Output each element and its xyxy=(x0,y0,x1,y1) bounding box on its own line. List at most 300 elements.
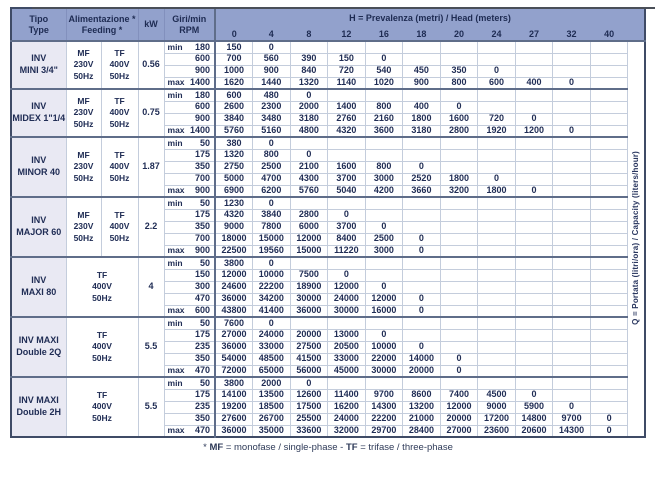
head-value-header: 18 xyxy=(403,28,441,41)
empty-cell xyxy=(478,269,516,281)
rpm-value: 470 xyxy=(194,365,211,376)
capacity-value-cell: 2100 xyxy=(290,161,328,173)
header-type-label: Type xyxy=(28,24,49,35)
table-body xyxy=(11,41,645,437)
table-row xyxy=(11,197,645,209)
capacity-value-cell: 4300 xyxy=(290,173,328,185)
feeding-tf-cell xyxy=(101,89,138,137)
empty-cell xyxy=(478,377,516,389)
capacity-value-cell: 3000 xyxy=(365,245,403,257)
empty-cell xyxy=(590,41,628,53)
rpm-minmax-label: max xyxy=(167,185,185,196)
empty-cell xyxy=(365,317,403,329)
capacity-value-cell: 0 xyxy=(365,53,403,65)
empty-cell xyxy=(403,269,441,281)
header-rpm-label: RPM xyxy=(179,24,200,35)
capacity-axis-text xyxy=(632,151,640,325)
empty-cell xyxy=(478,53,516,65)
capacity-value-cell: 2800 xyxy=(290,209,328,221)
empty-cell xyxy=(553,185,591,197)
capacity-value-cell: 2760 xyxy=(328,113,366,125)
rpm-minmax-label: min xyxy=(167,317,183,328)
capacity-value-cell: 0 xyxy=(365,329,403,341)
head-value-header: 12 xyxy=(328,28,366,41)
capacity-value-cell: 14300 xyxy=(365,401,403,413)
capacity-value-cell: 0 xyxy=(403,305,441,317)
capacity-value-cell: 0 xyxy=(290,377,328,389)
capacity-value-cell: 22500 xyxy=(215,245,253,257)
table-row xyxy=(11,377,645,389)
footnote-star: * xyxy=(203,442,207,453)
capacity-value-cell: 800 xyxy=(253,149,291,161)
capacity-value-cell: 43800 xyxy=(215,305,253,317)
capacity-value-cell: 150 xyxy=(215,41,253,53)
empty-cell xyxy=(590,149,628,161)
capacity-value-cell: 1800 xyxy=(478,185,516,197)
feeding-line: 50Hz xyxy=(92,292,112,303)
feeding-tf-cell xyxy=(101,41,138,89)
capacity-value-cell: 800 xyxy=(365,161,403,173)
capacity-value-cell: 800 xyxy=(365,101,403,113)
capacity-value-cell: 800 xyxy=(440,77,478,89)
capacity-value-cell: 0 xyxy=(328,209,366,221)
feeding-line: MF xyxy=(77,48,90,59)
capacity-value-cell: 2000 xyxy=(290,101,328,113)
rpm-value: 470 xyxy=(194,425,211,436)
capacity-value-cell: 3660 xyxy=(403,185,441,197)
capacity-value-cell: 24600 xyxy=(215,281,253,293)
capacity-value-cell: 24000 xyxy=(328,293,366,305)
feeding-tf-cell xyxy=(66,377,138,437)
empty-cell xyxy=(328,149,366,161)
pump-name-line: INV xyxy=(31,275,47,286)
capacity-value-cell: 36000 xyxy=(215,341,253,353)
empty-cell xyxy=(590,293,628,305)
empty-cell xyxy=(590,125,628,137)
rpm-cell xyxy=(164,41,215,53)
capacity-value-cell: 28400 xyxy=(403,425,441,437)
empty-cell xyxy=(590,221,628,233)
capacity-value-cell: 12000 xyxy=(440,401,478,413)
capacity-value-cell: 29700 xyxy=(365,425,403,437)
rpm-cell xyxy=(164,161,215,173)
empty-cell xyxy=(553,353,591,365)
capacity-value-cell: 27000 xyxy=(440,425,478,437)
pump-name-cell xyxy=(11,137,66,197)
header-alimentazione-label: Alimentazione * xyxy=(68,13,136,24)
empty-cell xyxy=(590,137,628,149)
feeding-line: 230V xyxy=(73,161,94,172)
empty-cell xyxy=(365,257,403,269)
empty-cell xyxy=(515,161,553,173)
pump-name-cell xyxy=(11,377,66,437)
empty-cell xyxy=(478,245,516,257)
empty-cell xyxy=(515,149,553,161)
rpm-minmax-label: max xyxy=(167,365,185,376)
empty-cell xyxy=(403,317,441,329)
kw-cell: 1.87 xyxy=(138,137,164,197)
capacity-value-cell: 0 xyxy=(515,185,553,197)
rpm-cell xyxy=(164,365,215,377)
capacity-value-cell: 18900 xyxy=(290,281,328,293)
capacity-value-cell: 3200 xyxy=(440,185,478,197)
rpm-cell xyxy=(164,233,215,245)
empty-cell xyxy=(328,257,366,269)
rpm-cell xyxy=(164,413,215,425)
capacity-value-cell: 12600 xyxy=(290,389,328,401)
pump-name-line: Double 2Q xyxy=(16,347,62,357)
rpm-value: 50 xyxy=(200,377,211,388)
capacity-value-cell: 0 xyxy=(440,365,478,377)
empty-cell xyxy=(553,341,591,353)
capacity-value-cell: 23600 xyxy=(478,425,516,437)
rpm-value: 235 xyxy=(194,401,211,412)
empty-cell xyxy=(440,41,478,53)
empty-cell xyxy=(403,89,441,101)
capacity-value-cell: 9000 xyxy=(478,401,516,413)
empty-cell xyxy=(515,53,553,65)
col-header-head xyxy=(215,8,645,28)
rpm-cell xyxy=(164,317,215,329)
empty-cell xyxy=(515,329,553,341)
capacity-value-cell: 0 xyxy=(253,197,291,209)
capacity-value-cell: 10000 xyxy=(365,341,403,353)
empty-cell xyxy=(590,329,628,341)
feeding-line: 50Hz xyxy=(92,352,112,363)
capacity-value-cell: 3180 xyxy=(403,125,441,137)
empty-cell xyxy=(515,281,553,293)
rpm-value: 180 xyxy=(194,89,211,100)
capacity-value-cell: 20000 xyxy=(403,365,441,377)
capacity-value-cell: 6200 xyxy=(253,185,291,197)
empty-cell xyxy=(515,137,553,149)
rpm-cell xyxy=(164,329,215,341)
empty-cell xyxy=(590,401,628,413)
rpm-cell xyxy=(164,257,215,269)
capacity-value-cell: 18500 xyxy=(253,401,291,413)
feeding-line: TF xyxy=(96,270,108,281)
capacity-value-cell: 18000 xyxy=(215,233,253,245)
head-value-header: 8 xyxy=(290,28,328,41)
empty-cell xyxy=(515,365,553,377)
rpm-value: 470 xyxy=(194,293,211,304)
rpm-value: 175 xyxy=(194,329,211,340)
empty-cell xyxy=(290,317,328,329)
capacity-value-cell: 22200 xyxy=(253,281,291,293)
empty-cell xyxy=(553,293,591,305)
feeding-line: TF xyxy=(114,48,125,59)
capacity-value-cell: 20600 xyxy=(515,425,553,437)
capacity-value-cell: 9000 xyxy=(215,221,253,233)
capacity-value-cell: 1230 xyxy=(215,197,253,209)
feeding-line: TF xyxy=(96,390,108,401)
kw-cell: 5.5 xyxy=(138,377,164,437)
head-value-header: 24 xyxy=(478,28,516,41)
empty-cell xyxy=(590,365,628,377)
feeding-line: TF xyxy=(114,210,125,221)
capacity-value-cell: 4800 xyxy=(290,125,328,137)
capacity-value-cell: 0 xyxy=(553,401,591,413)
empty-cell xyxy=(403,281,441,293)
rpm-cell xyxy=(164,389,215,401)
head-value-header: 4 xyxy=(253,28,291,41)
capacity-value-cell: 4320 xyxy=(328,125,366,137)
header-feeding-label: Feeding * xyxy=(81,24,123,35)
empty-cell xyxy=(590,173,628,185)
empty-cell xyxy=(440,257,478,269)
kw-cell: 2.2 xyxy=(138,197,164,257)
header-row-main xyxy=(11,8,645,28)
capacity-value-cell: 1140 xyxy=(328,77,366,89)
empty-cell xyxy=(478,305,516,317)
capacity-value-cell: 0 xyxy=(590,413,628,425)
empty-cell xyxy=(515,305,553,317)
head-title-rest: = Prevalenza (metri) / Head (meters) xyxy=(355,13,511,24)
rpm-value: 350 xyxy=(194,161,211,172)
capacity-value-cell: 7800 xyxy=(253,221,291,233)
footnote-tf-text: = trifase / three-phase xyxy=(360,442,453,453)
empty-cell xyxy=(515,341,553,353)
capacity-value-cell: 840 xyxy=(290,65,328,77)
capacity-value-cell: 17200 xyxy=(478,413,516,425)
empty-cell xyxy=(553,101,591,113)
empty-cell xyxy=(478,353,516,365)
capacity-value-cell: 0 xyxy=(515,113,553,125)
capacity-value-cell: 1200 xyxy=(515,125,553,137)
capacity-value-cell: 3480 xyxy=(253,113,291,125)
empty-cell xyxy=(440,149,478,161)
pump-name-line: INV xyxy=(31,155,47,166)
capacity-value-cell: 0 xyxy=(515,389,553,401)
rpm-value: 50 xyxy=(200,257,211,268)
empty-cell xyxy=(553,281,591,293)
capacity-value-cell: 48500 xyxy=(253,353,291,365)
pump-name-cell xyxy=(11,41,66,89)
capacity-axis-label xyxy=(628,41,645,437)
rpm-cell xyxy=(164,125,215,137)
feeding-line: 50Hz xyxy=(73,70,94,81)
empty-cell xyxy=(590,353,628,365)
rpm-value: 150 xyxy=(194,269,211,280)
capacity-value-cell: 2520 xyxy=(403,173,441,185)
feeding-line: 400V xyxy=(109,221,130,232)
rpm-cell xyxy=(164,245,215,257)
empty-cell xyxy=(440,137,478,149)
empty-cell xyxy=(515,197,553,209)
header-giri-label: Giri/min xyxy=(172,13,207,24)
table-row xyxy=(11,41,645,53)
capacity-value-cell: 400 xyxy=(515,77,553,89)
empty-cell xyxy=(440,329,478,341)
empty-cell xyxy=(590,113,628,125)
rpm-cell xyxy=(164,221,215,233)
empty-cell xyxy=(365,137,403,149)
capacity-value-cell: 480 xyxy=(253,89,291,101)
pump-name-line: MAXI 80 xyxy=(21,287,57,297)
capacity-value-cell: 8600 xyxy=(403,389,441,401)
rpm-cell xyxy=(164,425,215,437)
capacity-value-cell: 3800 xyxy=(215,257,253,269)
capacity-value-cell: 16200 xyxy=(328,401,366,413)
pump-name-cell xyxy=(11,197,66,257)
capacity-value-cell: 0 xyxy=(403,245,441,257)
empty-cell xyxy=(478,197,516,209)
empty-cell xyxy=(365,149,403,161)
feeding-line: 400V xyxy=(109,59,130,70)
capacity-value-cell: 24000 xyxy=(328,413,366,425)
capacity-value-cell: 20500 xyxy=(328,341,366,353)
empty-cell xyxy=(478,257,516,269)
capacity-value-cell: 20000 xyxy=(440,413,478,425)
capacity-value-cell: 0 xyxy=(328,269,366,281)
capacity-value-cell: 4320 xyxy=(215,209,253,221)
empty-cell xyxy=(590,197,628,209)
capacity-value-cell: 1320 xyxy=(215,149,253,161)
rpm-minmax-label: min xyxy=(167,257,183,268)
empty-cell xyxy=(590,209,628,221)
empty-cell xyxy=(440,53,478,65)
rpm-value: 600 xyxy=(194,53,211,64)
empty-cell xyxy=(590,185,628,197)
capacity-value-cell: 0 xyxy=(478,173,516,185)
empty-cell xyxy=(590,389,628,401)
feeding-line: 230V xyxy=(73,59,94,70)
empty-cell xyxy=(365,89,403,101)
empty-cell xyxy=(478,365,516,377)
empty-cell xyxy=(553,221,591,233)
empty-cell xyxy=(590,281,628,293)
capacity-value-cell: 9700 xyxy=(553,413,591,425)
capacity-value-cell: 0 xyxy=(440,101,478,113)
rpm-minmax-label: max xyxy=(167,125,185,136)
capacity-axis-rest: = Portata (litri/ora) / Capacity (liters/hour) xyxy=(630,150,640,319)
empty-cell xyxy=(478,317,516,329)
empty-cell xyxy=(440,281,478,293)
empty-cell xyxy=(440,377,478,389)
capacity-value-cell: 36000 xyxy=(215,425,253,437)
empty-cell xyxy=(440,197,478,209)
rpm-cell xyxy=(164,65,215,77)
rpm-minmax-label: max xyxy=(167,425,185,436)
capacity-value-cell: 4700 xyxy=(253,173,291,185)
empty-cell xyxy=(553,209,591,221)
empty-cell xyxy=(365,41,403,53)
capacity-value-cell: 380 xyxy=(215,137,253,149)
kw-cell: 0.56 xyxy=(138,41,164,89)
capacity-value-cell: 2160 xyxy=(365,113,403,125)
rpm-value: 700 xyxy=(194,233,211,244)
capacity-value-cell: 0 xyxy=(290,149,328,161)
empty-cell xyxy=(590,89,628,101)
feeding-line: 50Hz xyxy=(109,232,130,243)
empty-cell xyxy=(478,41,516,53)
table-row xyxy=(11,89,645,101)
empty-cell xyxy=(553,53,591,65)
table-header xyxy=(11,8,645,41)
empty-cell xyxy=(553,149,591,161)
empty-cell xyxy=(515,209,553,221)
capacity-value-cell: 350 xyxy=(440,65,478,77)
capacity-value-cell: 720 xyxy=(328,65,366,77)
rpm-cell xyxy=(164,149,215,161)
capacity-value-cell: 1320 xyxy=(290,77,328,89)
empty-cell xyxy=(590,53,628,65)
capacity-value-cell: 15000 xyxy=(290,245,328,257)
capacity-value-cell: 5760 xyxy=(215,125,253,137)
empty-cell xyxy=(440,269,478,281)
header-kw-label: kW xyxy=(144,19,158,30)
capacity-value-cell: 14300 xyxy=(553,425,591,437)
pump-name-line: MINI 3/4" xyxy=(19,65,58,75)
empty-cell xyxy=(440,233,478,245)
capacity-value-cell: 1800 xyxy=(440,173,478,185)
rpm-value: 175 xyxy=(194,389,211,400)
capacity-value-cell: 1920 xyxy=(478,125,516,137)
capacity-value-cell: 0 xyxy=(553,77,591,89)
rpm-value: 900 xyxy=(194,185,211,196)
capacity-value-cell: 5040 xyxy=(328,185,366,197)
capacity-value-cell: 0 xyxy=(365,221,403,233)
capacity-value-cell: 3600 xyxy=(365,125,403,137)
kw-cell: 4 xyxy=(138,257,164,317)
empty-cell xyxy=(553,65,591,77)
pump-name-line: INV xyxy=(31,101,47,112)
feeding-line: MF xyxy=(77,210,90,221)
capacity-value-cell: 3700 xyxy=(328,173,366,185)
empty-cell xyxy=(590,257,628,269)
feeding-line: 230V xyxy=(73,107,94,118)
empty-cell xyxy=(478,101,516,113)
capacity-value-cell: 2750 xyxy=(215,161,253,173)
capacity-value-cell: 25500 xyxy=(290,413,328,425)
pump-name-line: MAJOR 60 xyxy=(16,227,62,237)
empty-cell xyxy=(553,245,591,257)
capacity-value-cell: 450 xyxy=(403,65,441,77)
capacity-value-cell: 6000 xyxy=(290,221,328,233)
pump-name-line: INV xyxy=(31,215,47,226)
empty-cell xyxy=(478,281,516,293)
empty-cell xyxy=(553,377,591,389)
empty-cell xyxy=(440,293,478,305)
empty-cell xyxy=(440,341,478,353)
capacity-value-cell: 11400 xyxy=(328,389,366,401)
capacity-value-cell: 0 xyxy=(403,293,441,305)
capacity-value-cell: 400 xyxy=(403,101,441,113)
pump-name-cell xyxy=(11,317,66,377)
capacity-value-cell: 3180 xyxy=(290,113,328,125)
empty-cell xyxy=(590,317,628,329)
capacity-value-cell: 0 xyxy=(440,353,478,365)
capacity-value-cell: 9700 xyxy=(365,389,403,401)
empty-cell xyxy=(515,269,553,281)
capacity-value-cell: 0 xyxy=(553,125,591,137)
rpm-cell xyxy=(164,341,215,353)
capacity-value-cell: 1440 xyxy=(253,77,291,89)
capacity-value-cell: 30000 xyxy=(290,293,328,305)
empty-cell xyxy=(553,197,591,209)
capacity-value-cell: 14800 xyxy=(515,413,553,425)
capacity-value-cell: 41500 xyxy=(290,353,328,365)
empty-cell xyxy=(590,377,628,389)
empty-cell xyxy=(440,305,478,317)
capacity-value-cell: 7600 xyxy=(215,317,253,329)
empty-cell xyxy=(515,245,553,257)
page-edge-line xyxy=(32,7,655,9)
header-tipo-label: Tipo xyxy=(29,13,49,24)
capacity-value-cell: 3840 xyxy=(215,113,253,125)
empty-cell xyxy=(478,341,516,353)
empty-cell xyxy=(590,245,628,257)
